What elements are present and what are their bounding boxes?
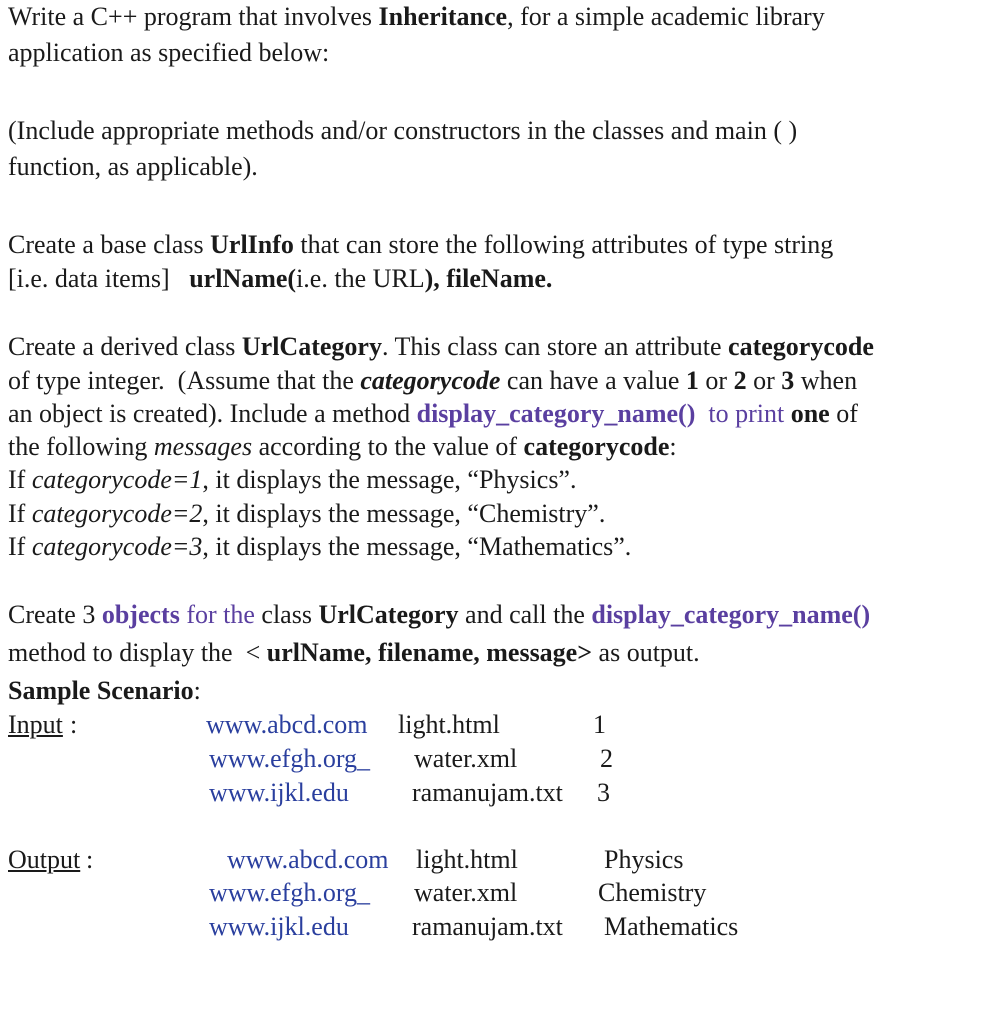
class-name-urlinfo: UrlInfo	[210, 230, 294, 259]
class-name-urlcategory: UrlCategory	[241, 332, 382, 361]
rule-text: , it displays the message, “Chemistry”.	[202, 499, 606, 528]
intro-line-2: application as specified below:	[8, 38, 330, 67]
derived-text: or	[746, 366, 782, 395]
sample-heading-colon: :	[193, 676, 201, 705]
objects-text-purple: for the	[179, 600, 262, 629]
objects-keyword: objects	[101, 600, 180, 629]
inheritance-keyword: Inheritance	[378, 2, 508, 31]
include-note-line-2: function, as applicable).	[8, 152, 258, 181]
derived-text: Create a derived class	[8, 332, 242, 361]
derived-text: . This class can store an attribute	[381, 332, 729, 361]
sample-heading-text: Sample Scenario	[8, 676, 194, 705]
input-row-1-file: light.html	[398, 710, 500, 739]
rule-chemistry	[8, 499, 605, 529]
objects-line-1	[8, 600, 870, 630]
derived-class-line-1	[8, 332, 874, 362]
objects-text: Create 3	[8, 600, 102, 629]
output-row-2-url: www.efgh.org_	[209, 878, 371, 907]
output-row-3-message: Mathematics	[604, 912, 739, 941]
input-row-2-file: water.xml	[414, 744, 518, 773]
derived-text: the following	[8, 432, 154, 461]
derived-text: can have a value	[500, 366, 686, 395]
objects-text: method to display the <	[8, 638, 267, 667]
rule-text: If	[8, 532, 32, 561]
output-row-3-url: www.ijkl.edu	[209, 912, 349, 941]
derived-text: of type integer. (Assume that the	[8, 366, 361, 395]
attr-filename: ), fileName.	[424, 264, 553, 293]
output-label: Output	[8, 845, 81, 874]
method-display-category-name: display_category_name()	[416, 399, 696, 428]
intro-line-1	[8, 2, 825, 32]
output-row-2-file: water.xml	[414, 878, 518, 907]
input-row-1-code: 1	[593, 710, 606, 739]
base-class-line-2	[8, 264, 552, 294]
derived-class-line-3	[8, 399, 858, 429]
input-label: Input	[8, 710, 63, 739]
output-row-1-url: www.abcd.com	[227, 845, 389, 874]
rule-mathematics	[8, 532, 631, 562]
output-row-3-file: ramanujam.txt	[412, 912, 563, 941]
rule-text: If	[8, 465, 32, 494]
one-keyword: one	[790, 399, 830, 428]
base-class-text: Create a base class	[8, 230, 211, 259]
input-row-3-file: ramanujam.txt	[412, 778, 563, 807]
derived-text: of	[829, 399, 858, 428]
rule-physics	[8, 465, 576, 495]
input-row-1-url: www.abcd.com	[206, 710, 368, 739]
value-2: 2	[733, 366, 747, 395]
data-items-text: [i.e. data items]	[8, 264, 190, 293]
value-3: 3	[781, 366, 795, 395]
objects-text: class	[261, 600, 319, 629]
input-label-colon: :	[70, 710, 78, 739]
output-tuple: urlName, filename, message>	[266, 638, 593, 667]
output-row-1-file: light.html	[416, 845, 518, 874]
input-row-2-code: 2	[600, 744, 613, 773]
attr-categorycode: categorycode	[728, 332, 874, 361]
value-1: 1	[685, 366, 699, 395]
messages-italic: messages	[153, 432, 253, 461]
output-row-1-message: Physics	[604, 845, 684, 874]
rule-condition: categorycode=1	[31, 465, 203, 494]
attr-categorycode: categorycode	[523, 432, 670, 461]
derived-text: :	[669, 432, 677, 461]
input-row-2-url: www.efgh.org_	[209, 744, 371, 773]
derived-text: an object is created). Include a method	[8, 399, 417, 428]
attr-urlname: urlName(	[189, 264, 297, 293]
intro-text: Write a C++ program that involves	[8, 2, 379, 31]
sample-scenario-heading	[8, 676, 201, 706]
rule-text: , it displays the message, “Physics”.	[202, 465, 577, 494]
output-label-colon: :	[86, 845, 94, 874]
objects-text: and call the	[458, 600, 592, 629]
input-row-3-url: www.ijkl.edu	[209, 778, 349, 807]
output-row-2-message: Chemistry	[598, 878, 707, 907]
rule-text: , it displays the message, “Mathematics”.	[202, 532, 632, 561]
class-name-urlcategory: UrlCategory	[318, 600, 459, 629]
method-display-category-name: display_category_name()	[591, 600, 871, 629]
attr-categorycode-italic: categorycode	[360, 366, 501, 395]
derived-text: or	[698, 366, 734, 395]
derived-text-purple: to print	[695, 399, 791, 428]
derived-text: according to the value of	[252, 432, 524, 461]
attr-note: i.e. the URL	[296, 264, 425, 293]
rule-condition: categorycode=3	[31, 532, 203, 561]
objects-text: as output.	[592, 638, 700, 667]
rule-condition: categorycode=2	[31, 499, 203, 528]
include-note-line-1: (Include appropriate methods and/or constructors in the classes and main ( )	[8, 116, 798, 145]
derived-text: when	[794, 366, 858, 395]
derived-class-line-4	[8, 432, 677, 462]
objects-line-2	[8, 638, 700, 668]
input-row-3-code: 3	[597, 778, 610, 807]
rule-text: If	[8, 499, 32, 528]
derived-class-line-2	[8, 366, 857, 396]
intro-text: , for a simple academic library	[507, 2, 825, 31]
base-class-line-1	[8, 230, 833, 260]
base-class-text: that can store the following attributes of type string	[293, 230, 834, 259]
